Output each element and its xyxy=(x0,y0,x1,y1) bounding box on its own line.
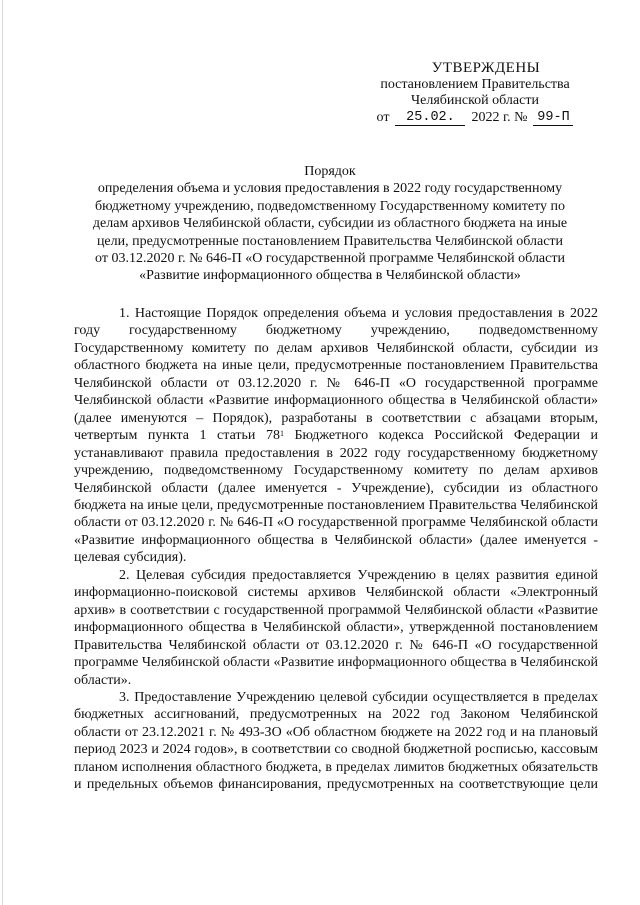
approval-stamp xyxy=(360,60,590,126)
page-edge-line xyxy=(2,0,3,905)
article-superscript: 1 xyxy=(279,429,284,439)
approval-from-label: от xyxy=(376,109,390,125)
title-line: «Развитие информационного общества в Челябинской области» xyxy=(139,268,521,284)
title-line: от 03.12.2020 г. № 646-П «О государственной программе Челябинской области xyxy=(95,251,565,267)
approval-date-line xyxy=(360,110,590,127)
paragraph-1-text-a: 1. Настоящие Порядок определения объема и условия предоставления в 2022 году государственному бюджетному учреждению, подведомственному Государственному комитету по делам архивов Челябинской области, субсидии из областного бюджета на иные цели, предусмотренные постановлением Правительства Челябинской области от 03.12.2020 г. № 646-П «О государственной программе Челябинской области «Развитие информационного общества в Челябинской области» (далее именуются – Порядок), разработаны в соответствии с абзацами вторым, четвертым пункта 1 статьи 78 xyxy=(74,306,598,444)
document-body xyxy=(74,305,598,794)
approval-number-value: 99-П xyxy=(533,110,573,126)
paragraph-1 xyxy=(74,305,598,567)
title-line: делам архивов Челябинской области, субсидии из областного бюджета на иные xyxy=(92,216,568,232)
approval-line-2: Челябинской области xyxy=(411,93,539,108)
paragraph-1-text-b: Бюджетного кодекса Российской Федерации и устанавливают правила предоставления в 2022 году государственному бюджетному учреждению, подведомственному Государственному комитету по делам архивов Челябинской области (далее именуется - Учреждение), субсидии из областного бюджета на иные цели, предусмотренные постановлением Правительства Челябинской области от 03.12.2020 г. № 646-П «О государственной программе Челябинской области «Развитие информационного общества в Челябинской области» (далее именуется - целевая субсидия). xyxy=(74,428,598,566)
paragraph-2: 2. Целевая субсидия предоставляется Учреждению в целях развития единой информационно-поисковой системы архивов Челябинской области «Электронный архив» в соответствии с государственной программой Челябинской области «Развитие информационного общества в Челябинской области», утвержденной постановлением Правительства Челябинской области от 03.12.2020 г. № 646-П «О государственной программе Челябинской области «Развитие информационного общества в Челябинской области». xyxy=(74,567,598,688)
title-heading: Порядок xyxy=(304,164,356,179)
document-title xyxy=(70,163,590,285)
title-line: бюджетному учреждению, подведомственному Государственному комитету по xyxy=(94,198,566,214)
approval-heading: УТВЕРЖДЕНЫ xyxy=(431,60,541,76)
approval-line-1: постановлением Правительства xyxy=(380,76,570,92)
title-line: цели, предусмотренные постановлением Правительства Челябинской области xyxy=(96,233,564,249)
title-line: определения объема и условия предоставления в 2022 году государственному xyxy=(97,181,563,197)
paragraph-3: 3. Предоставление Учреждению целевой субсидии осуществляется в пределах бюджетных ассигнований, предусмотренных на 2022 год Законом Челябинской области от 23.12.2021 г. № 493-ЗО «Об областном бюджете на 2022 год и на плановый период 2023 и 2024 годов», в соответствии со сводной бюджетной росписью, кассовым планом исполнения областного бюджета, в пределах лимитов бюджетных обязательств и предельных объемов финансирования, предусмотренных на соответствующие цели xyxy=(74,689,598,793)
approval-year-text: 2022 г. № xyxy=(471,109,528,125)
approval-date-value: 25.02. xyxy=(395,110,465,126)
